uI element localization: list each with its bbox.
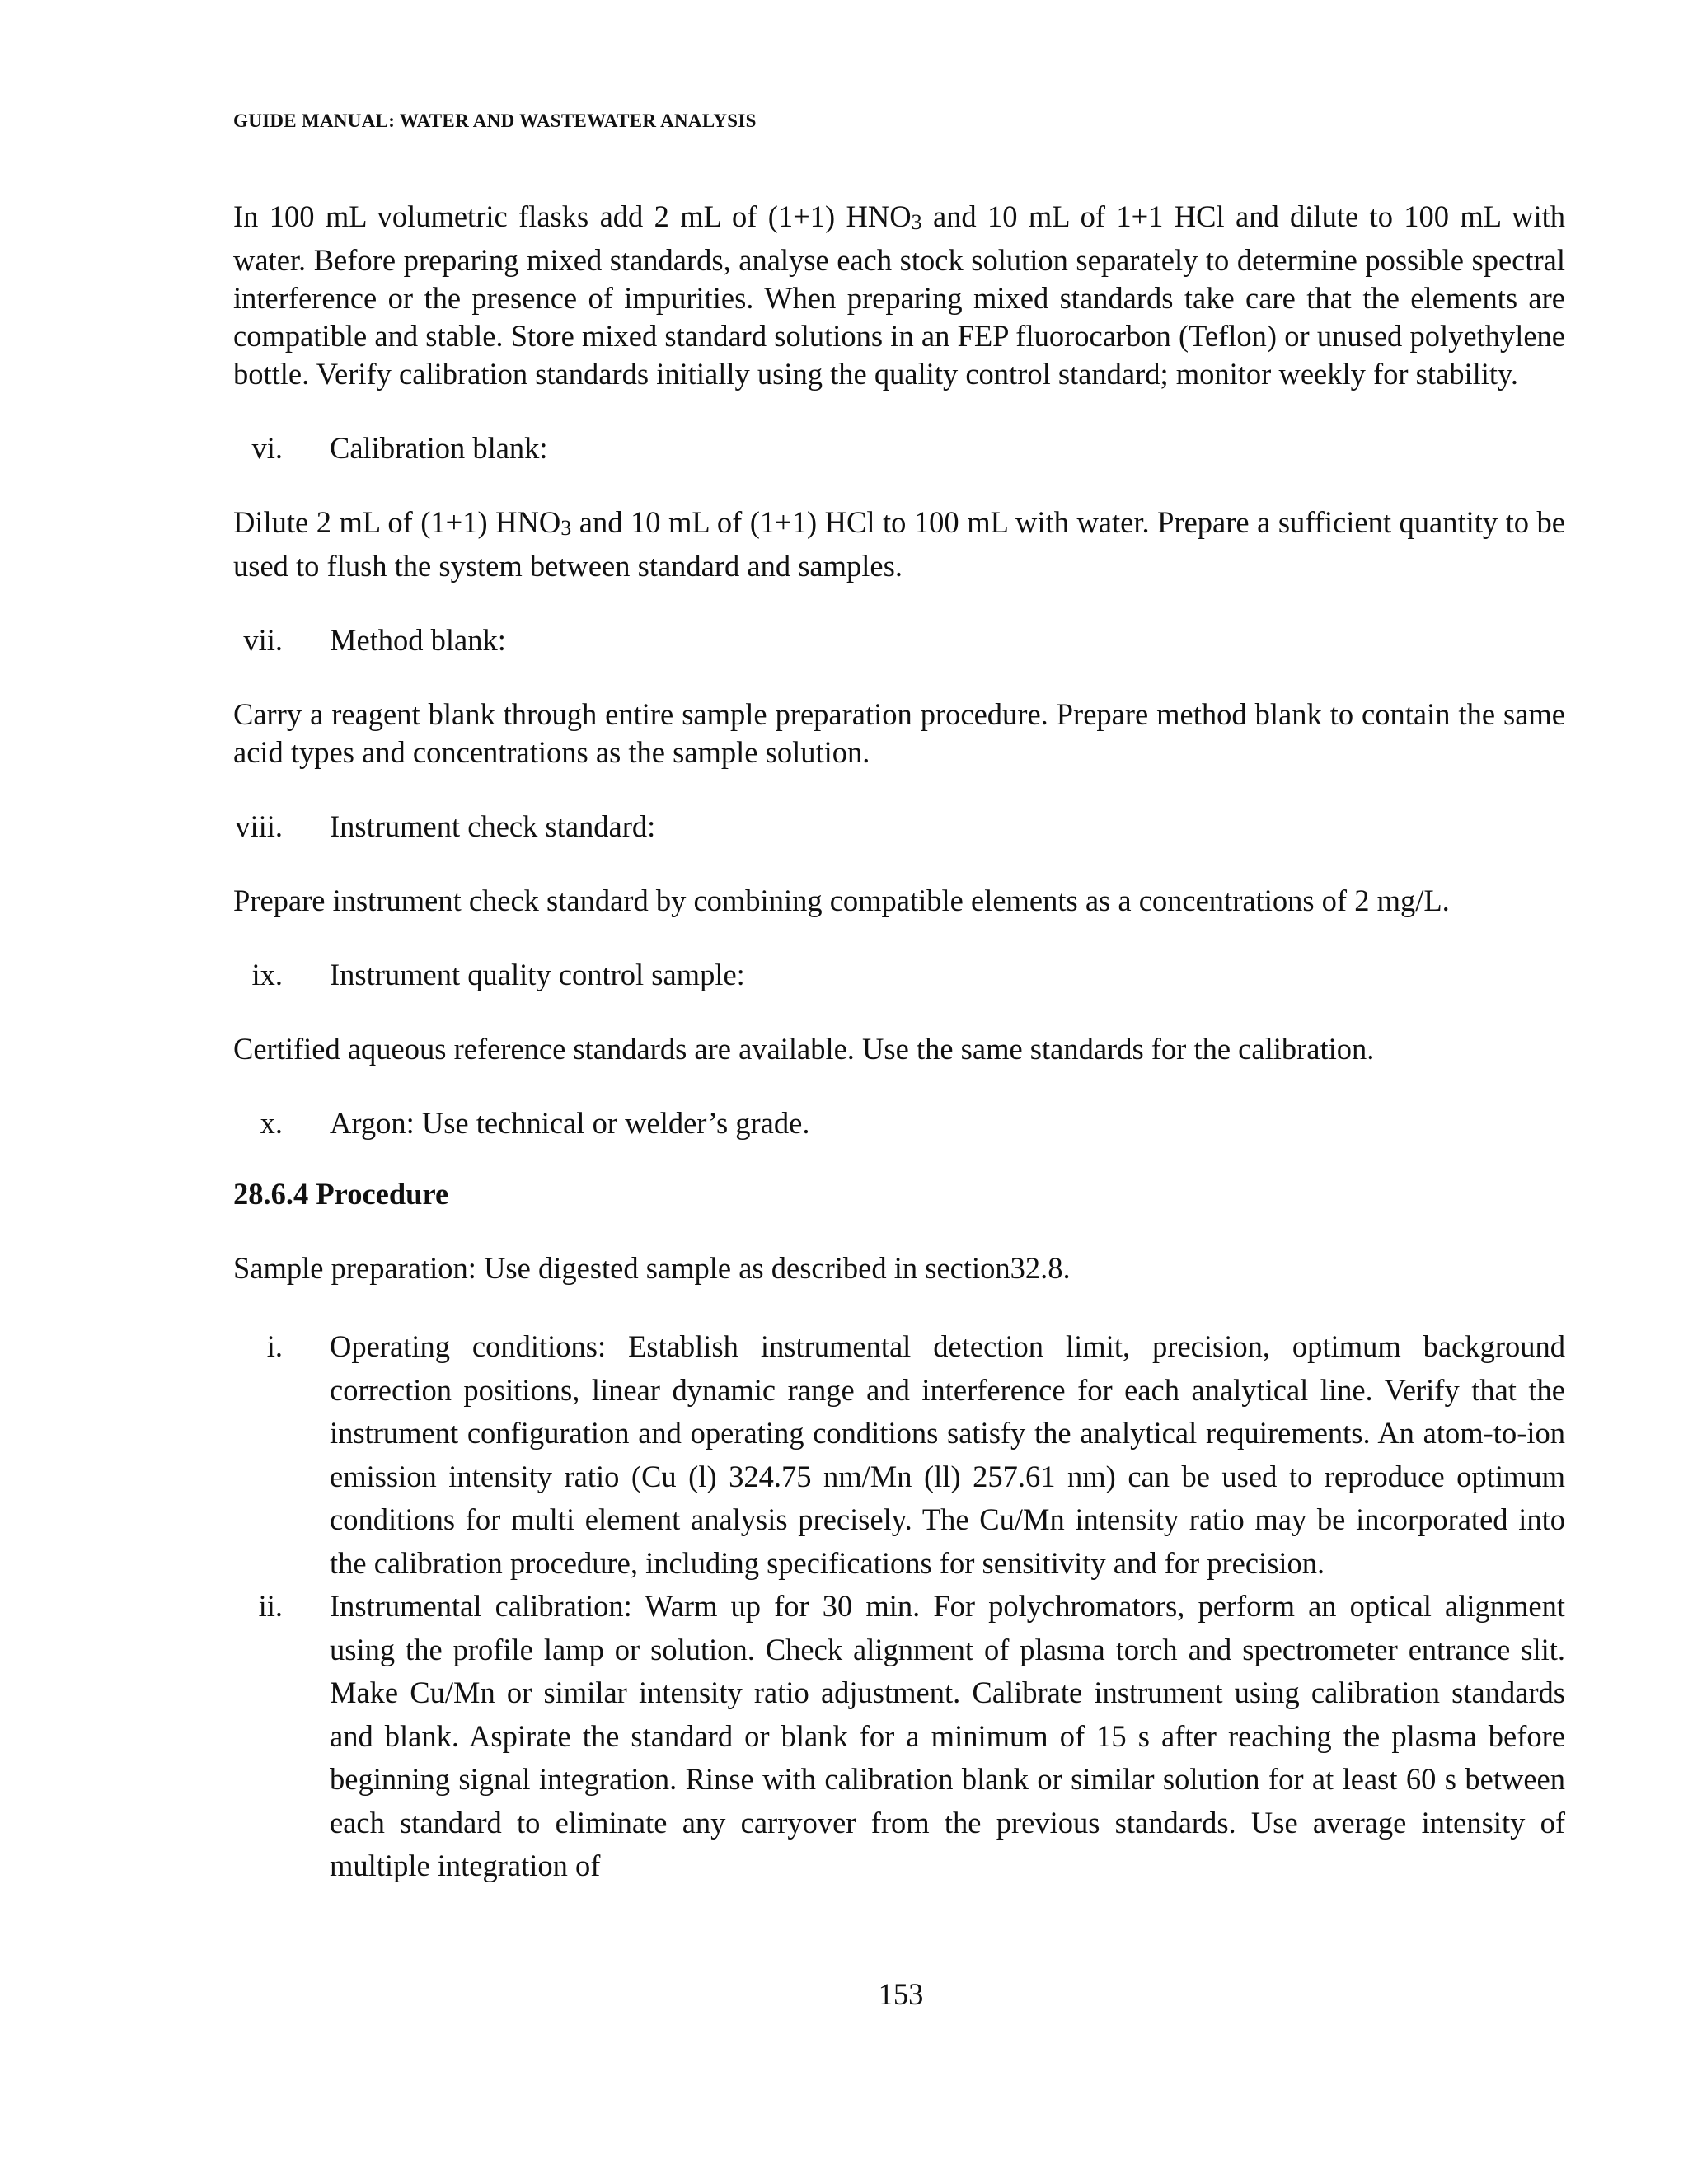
- item-label: Argon: Use technical or welder’s grade.: [330, 1106, 810, 1140]
- item-label: Instrument quality control sample:: [330, 958, 745, 991]
- method-blank-paragraph: Carry a reagent blank through entire sample preparation procedure. Prepare method blank to contain the same acid types and concentrations as the sample solution.: [233, 697, 1565, 769]
- item-number: vii.: [243, 623, 283, 657]
- item-number: vi.: [251, 431, 283, 465]
- running-header: GUIDE MANUAL: WATER AND WASTEWATER ANALYSIS: [233, 110, 757, 131]
- procedure-text: Operating conditions: Establish instrumental detection limit, precision, optimum background correction positions, linear dynamic range and interference for each analytical line. Verify that the instrument configuration and operating conditions satisfy the analytical requirements. An atom-to-ion emission intensity ratio (Cu (l) 324.75 nm/Mn (ll) 257.61 nm) can be used to reproduce optimum conditions for multi element analysis precisely. The Cu/Mn intensity ratio may be incorporated into the calibration procedure, including specifications for sensitivity and for precision.: [330, 1329, 1565, 1580]
- item-instrument-check-standard: [233, 808, 1565, 846]
- procedure-item-instrumental-calibration: [233, 1585, 1565, 1888]
- procedure-list: [233, 1325, 1565, 1888]
- section-heading: 28.6.4 Procedure: [233, 1177, 449, 1211]
- intro-paragraph: [233, 198, 1565, 393]
- calib-text-a: Dilute 2 mL of (1+1) HNO: [233, 505, 561, 539]
- page-number: 153: [878, 1977, 924, 2011]
- procedure-item-operating-conditions: [233, 1325, 1565, 1585]
- check-standard-paragraph: Prepare instrument check standard by combining compatible elements as a concentrations of 2 mg/L.: [233, 883, 1450, 917]
- intro-subscript: 3: [911, 210, 922, 234]
- item-quality-control-sample: [233, 956, 1565, 994]
- qc-sample-paragraph: Certified aqueous reference standards are available. Use the same standards for the calibration.: [233, 1032, 1375, 1066]
- item-argon: [233, 1104, 1565, 1142]
- item-number: x.: [260, 1106, 283, 1140]
- intro-text-a: In 100 mL volumetric flasks add 2 mL of (1+1) HNO: [233, 199, 912, 233]
- intro-text-b: and 10 mL of 1+1 HCl and dilute to 100 mL with water. Before preparing mixed standards, analyse each stock solution separately to determine possible spectral interference or the presence of impurities. When preparing mixed standards take care that the elements are compatible and stable. Store mixed standard solutions in an FEP fluorocarbon (Teflon) or unused polyethylene bottle. Verify calibration standards initially using the quality control standard; monitor weekly for stability.: [233, 199, 1566, 391]
- item-calibration-blank: [233, 429, 1565, 467]
- item-label: Instrument check standard:: [330, 809, 656, 843]
- item-number: ix.: [251, 958, 283, 991]
- item-method-blank: [233, 621, 1565, 659]
- procedure-number: ii.: [258, 1589, 283, 1623]
- item-number: viii.: [235, 809, 283, 843]
- procedure-number: i.: [266, 1329, 283, 1363]
- item-label: Calibration blank:: [330, 431, 548, 465]
- item-label: Method blank:: [330, 623, 506, 657]
- calibration-blank-paragraph: [233, 504, 1565, 585]
- sample-preparation-paragraph: Sample preparation: Use digested sample as described in section32.8.: [233, 1251, 1071, 1285]
- calib-text-b: and 10 mL of (1+1) HCl to 100 mL with water. Prepare a sufficient quantity to be used to flush the system between standard and samples.: [233, 505, 1565, 583]
- calib-subscript: 3: [560, 516, 572, 540]
- page-body: [233, 198, 1565, 1888]
- procedure-text: Instrumental calibration: Warm up for 30 min. For polychromators, perform an optical alignment using the profile lamp or solution. Check alignment of plasma torch and spectrometer entrance slit. Make Cu/Mn or similar intensity ratio adjustment. Calibrate instrument using calibration standards and blank. Aspirate the standard or blank for a minimum of 15 s after reaching the plasma before beginning signal integration. Rinse with calibration blank or similar solution for at least 60 s between each standard to eliminate any carryover from the previous standards. Use average intensity of multiple integration of: [330, 1589, 1565, 1882]
